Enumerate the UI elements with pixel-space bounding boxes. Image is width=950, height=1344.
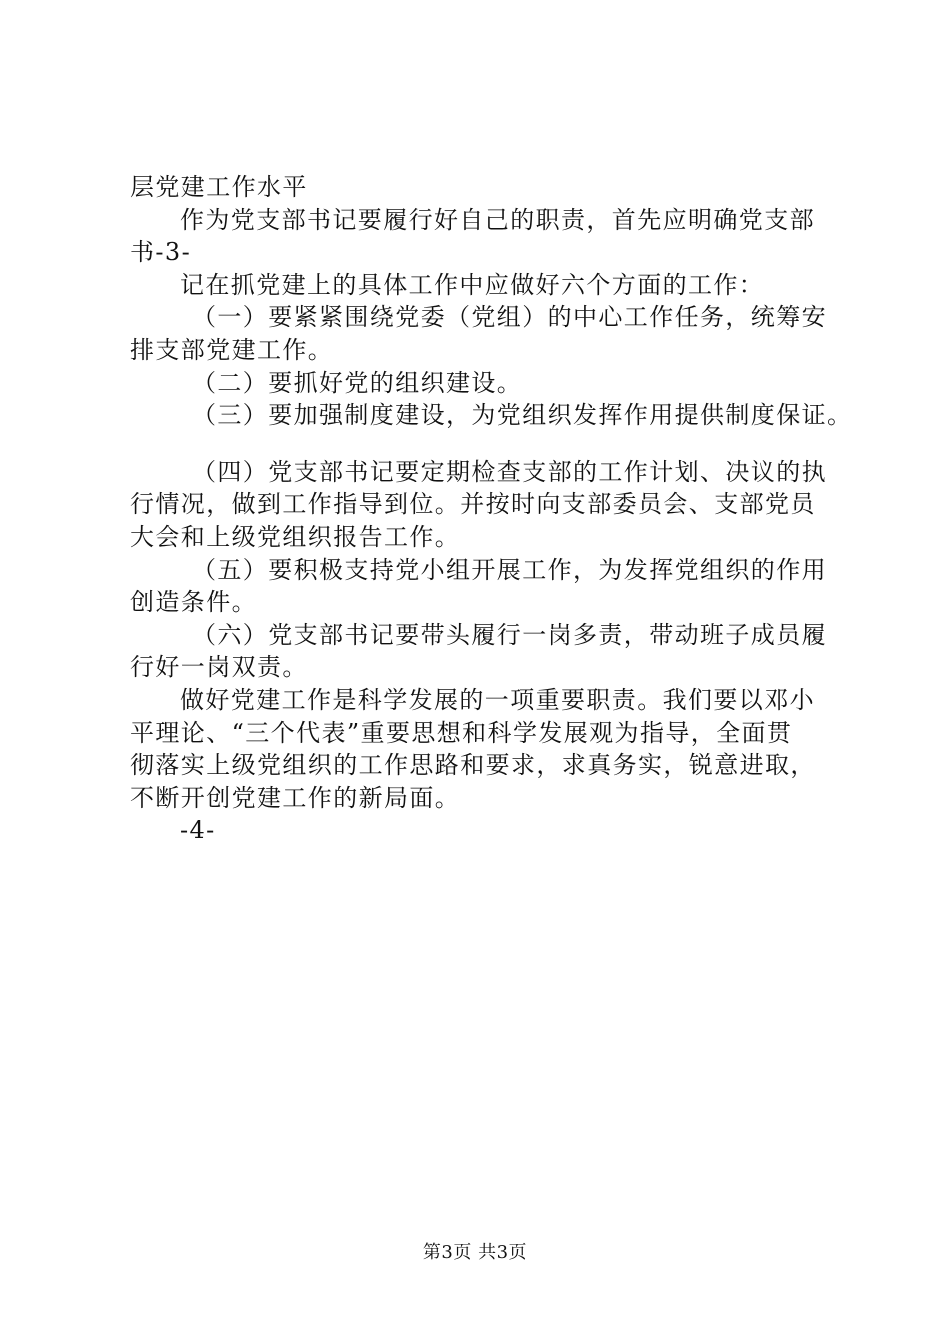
page-footer: 第3页 共3页 (422, 1242, 528, 1263)
text-line: 行情况，做到工作指导到位。并按时向支部委员会、支部党员 (130, 490, 816, 519)
paragraph-gap (130, 432, 850, 456)
text-line: 彻落实上级党组织的工作思路和要求，求真务实，锐意进取， (130, 751, 816, 780)
text-line: （六）党支部书记要带头履行一岗多责，带动班子成员履 (192, 620, 827, 649)
text-line: （三）要加强制度建设，为党组织发挥作用提供制度保证。 (192, 401, 853, 430)
text-line: 行好一岗双责。 (130, 653, 308, 682)
text-line: 创造条件。 (130, 588, 257, 617)
text-line: 书-3- (130, 238, 192, 267)
text-line: 不断开创党建工作的新局面。 (130, 783, 461, 812)
text-line: 做好党建工作是科学发展的一项重要职责。我们要以邓小 (180, 685, 815, 714)
page-marker: -4- (180, 816, 216, 845)
text-line: （五）要积极支持党小组开展工作，为发挥党组织的作用 (192, 555, 827, 584)
text-line: （二）要抓好党的组织建设。 (192, 368, 523, 397)
text-line: 作为党支部书记要履行好自己的职责，首先应明确党支部 (180, 205, 815, 234)
document-body (130, 171, 853, 847)
text-line: 平理论、“三个代表”重要思想和科学发展观为指导，全面贯 (130, 718, 793, 747)
text-line: （四）党支部书记要定期检查支部的工作计划、决议的执 (192, 457, 827, 486)
text-line: 大会和上级党组织报告工作。 (130, 522, 461, 551)
text-line: 排支部党建工作。 (130, 335, 334, 364)
text-line: 层党建工作水平 (130, 173, 308, 201)
text-line: 记在抓党建上的具体工作中应做好六个方面的工作： (180, 270, 765, 299)
text-line: （一）要紧紧围绕党委（党组）的中心工作任务，统筹安 (192, 303, 827, 332)
